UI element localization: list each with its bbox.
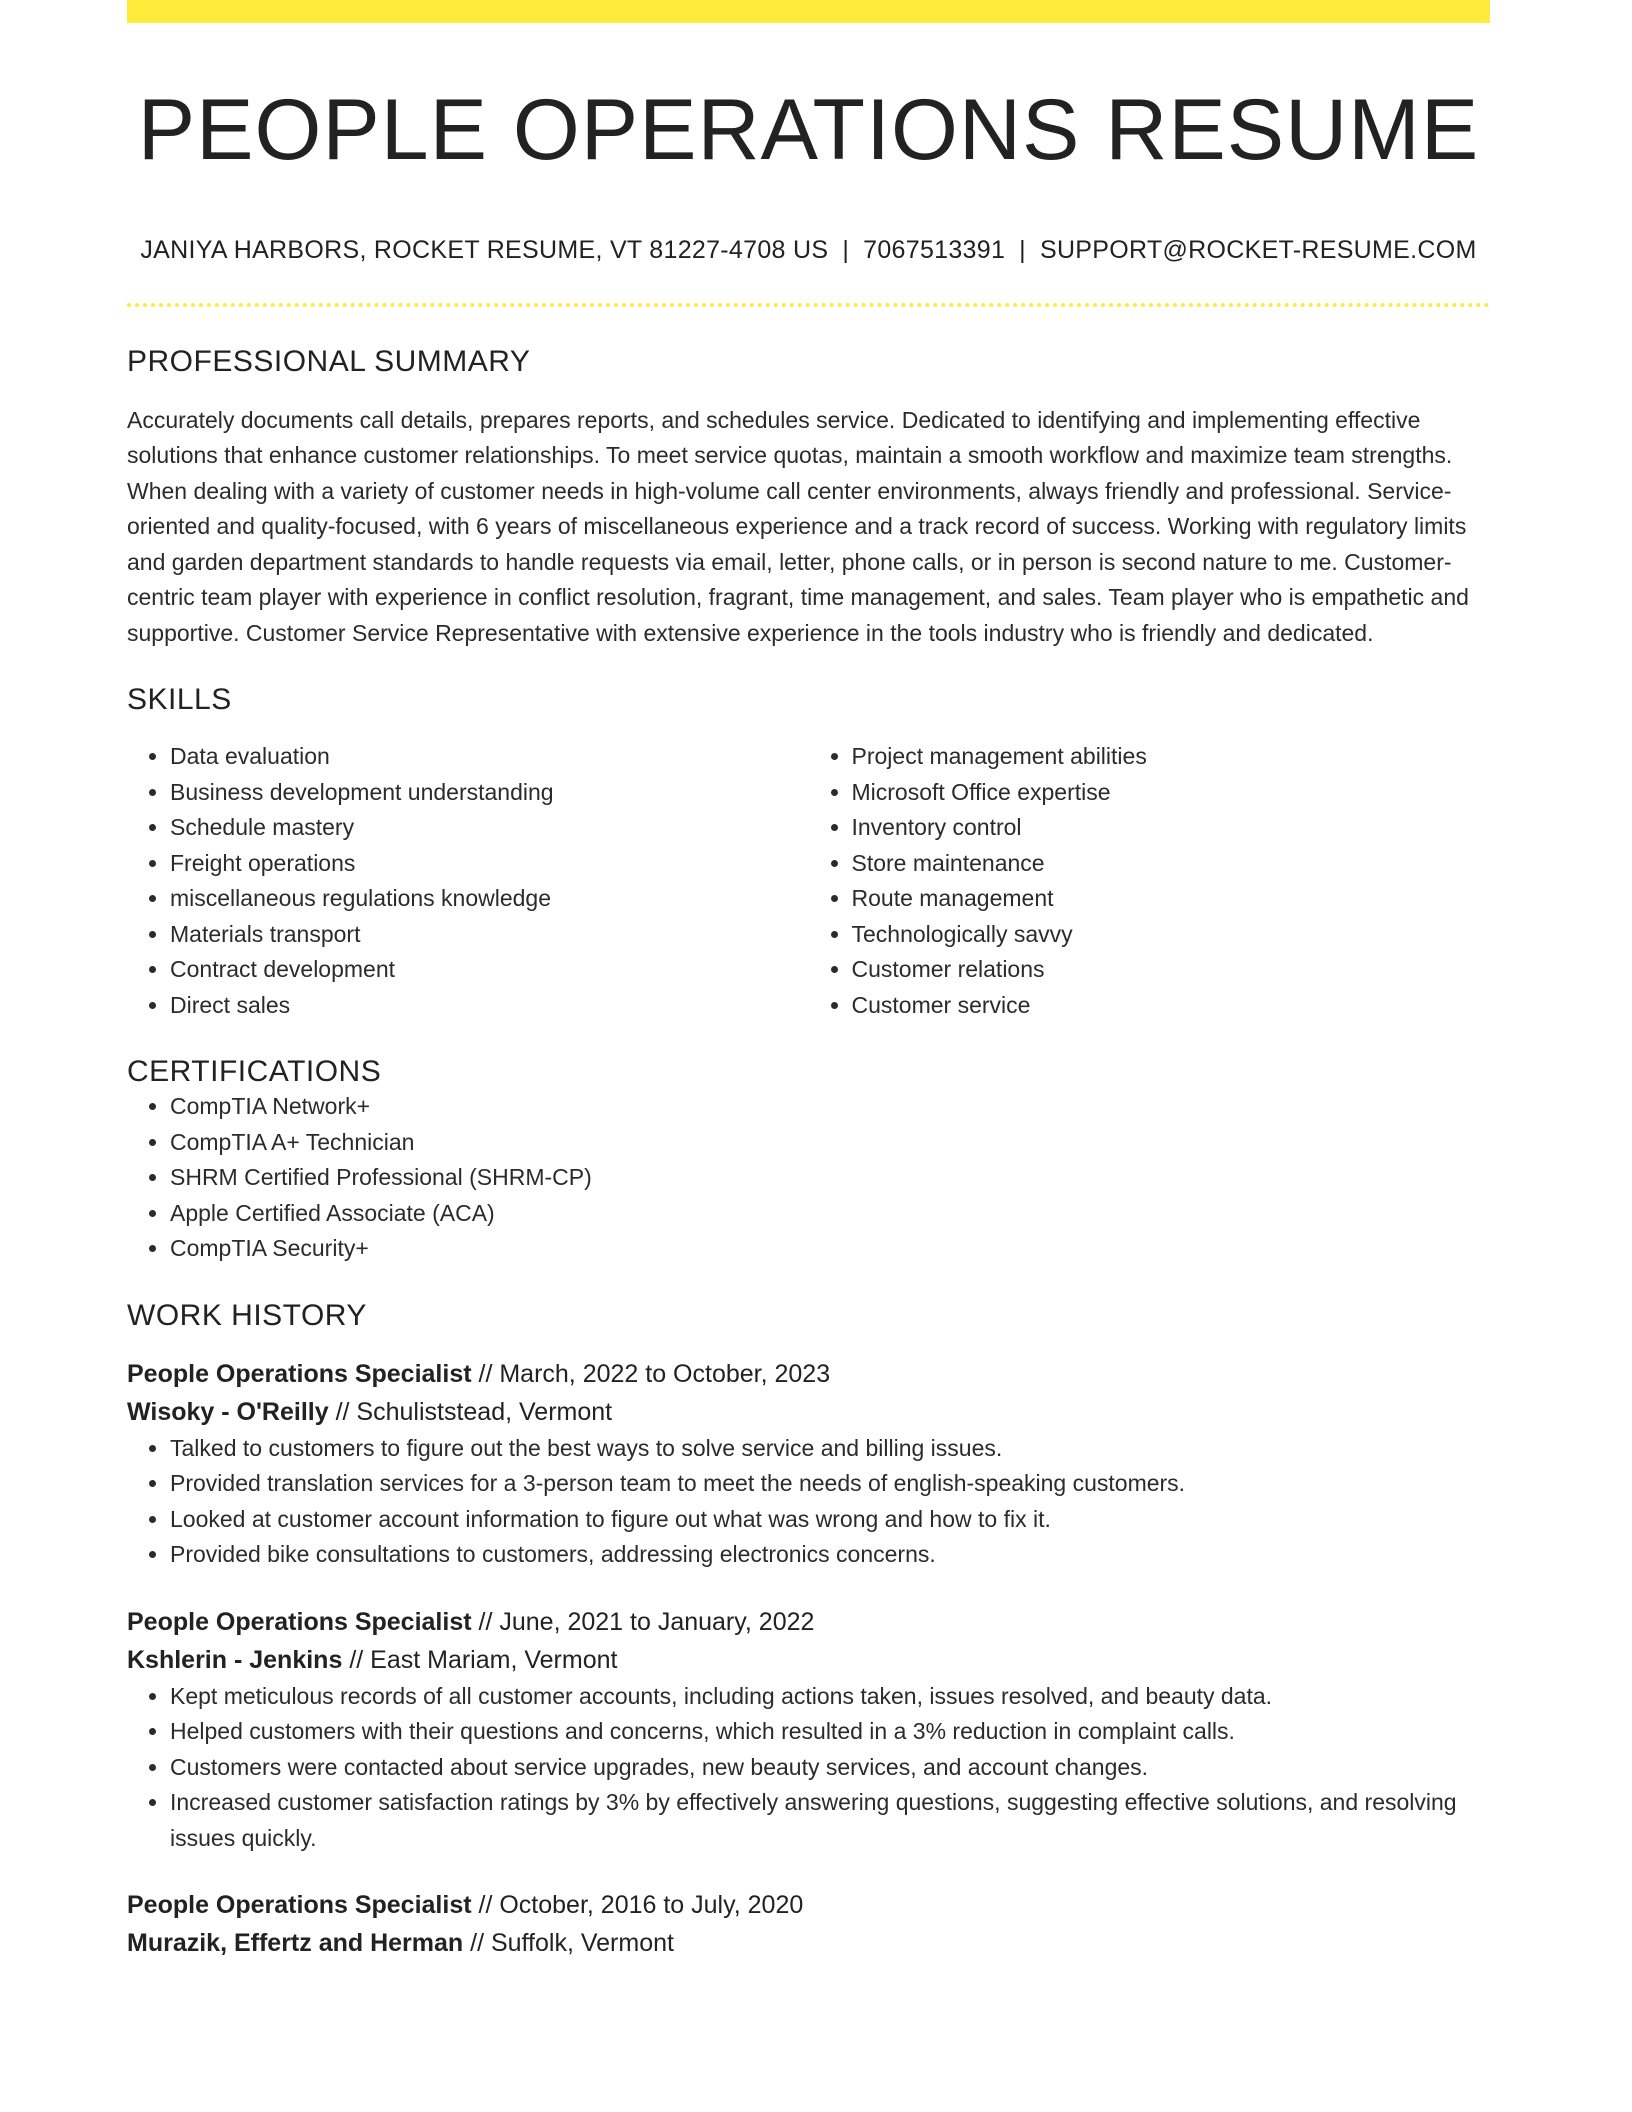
work-history-section <box>127 1299 1490 1963</box>
certification-item: • CompTIA A+ Technician <box>170 1125 1490 1161</box>
summary-text: Accurately documents call details, prepares reports, and schedules service. Dedicated to identifying and implementing effective solutions that enhance customer relationships. To meet service quotas, maintain a smooth workflow and maximize team strengths. When dealing with a variety of customer needs in high-volume call center environments, always friendly and professional. Service-oriented and quality-focused, with 6 years of miscellaneous experience and a track record of success. Working with regulatory limits and garden department standards to handle requests via email, letter, phone calls, or in person is second nature to me. Customer-centric team player with experience in conflict resolution, fragrant, time management, and sales. Team player who is empathetic and supportive. Customer Service Representative with extensive experience in the tools industry who is friendly and dedicated. <box>127 406 1469 646</box>
skill-item: • Business development understanding <box>170 775 809 811</box>
job-duties-list <box>127 1679 1490 1857</box>
job-duty-item: • Provided bike consultations to customers, addressing electronics concerns. <box>170 1537 1490 1573</box>
job-dates: // June, 2021 to January, 2022 <box>478 1607 815 1636</box>
resume-content <box>127 23 1490 1962</box>
job-entry <box>127 1603 1490 1857</box>
skill-item: • Customer relations <box>852 952 1491 988</box>
page-title: PEOPLE OPERATIONS RESUME <box>137 82 1480 178</box>
job-title: People Operations Specialist <box>127 1891 472 1920</box>
job-duty-item: • Provided translation services for a 3-person team to meet the needs of english-speaking customers. <box>170 1466 1490 1502</box>
accent-bar <box>127 0 1490 23</box>
job-title: People Operations Specialist <box>127 1359 472 1388</box>
certification-item: • SHRM Certified Professional (SHRM-CP) <box>170 1160 1490 1196</box>
skills-list-right <box>809 739 1491 1023</box>
certifications-heading: CERTIFICATIONS <box>127 1055 382 1089</box>
contact-line <box>127 236 1490 265</box>
job-title-line <box>127 1603 1490 1641</box>
job-title-line <box>127 1355 1490 1393</box>
job-duty-item: • Customers were contacted about service upgrades, new beauty services, and account changes. <box>170 1750 1490 1786</box>
skill-item: • Inventory control <box>852 810 1491 846</box>
skills-list-left <box>127 739 809 1023</box>
contact-address: JANIYA HARBORS, ROCKET RESUME, VT 81227-4708 US <box>140 235 829 264</box>
skill-item: • Microsoft Office expertise <box>852 775 1491 811</box>
job-location: // East Mariam, Vermont <box>349 1645 618 1674</box>
job-company: Wisoky - O'Reilly <box>127 1397 329 1426</box>
skill-item: • Direct sales <box>170 988 809 1024</box>
summary-heading: PROFESSIONAL SUMMARY <box>127 344 531 378</box>
job-duties-list <box>127 1431 1490 1573</box>
certification-item: • CompTIA Security+ <box>170 1231 1490 1267</box>
contact-separator: | <box>1019 235 1026 264</box>
skill-item: • Data evaluation <box>170 739 809 775</box>
skill-item: • Freight operations <box>170 846 809 882</box>
skills-section <box>127 683 1490 1023</box>
job-duty-item: • Helped customers with their questions and concerns, which resulted in a 3% reduction in complaint calls. <box>170 1714 1490 1750</box>
certifications-section <box>127 1055 1490 1267</box>
job-entry <box>127 1886 1490 1962</box>
skill-item: • Contract development <box>170 952 809 988</box>
job-company-line <box>127 1641 1490 1679</box>
skill-item: • Route management <box>852 881 1491 917</box>
job-dates: // October, 2016 to July, 2020 <box>478 1891 804 1920</box>
job-duty-item: • Talked to customers to figure out the best ways to solve service and billing issues. <box>170 1431 1490 1467</box>
job-entry <box>127 1355 1490 1573</box>
dotted-divider <box>127 303 1490 307</box>
job-location: // Suffolk, Vermont <box>470 1929 674 1958</box>
skill-item: • Project management abilities <box>852 739 1491 775</box>
contact-phone: 7067513391 <box>863 235 1006 264</box>
job-company: Murazik, Effertz and Herman <box>127 1929 464 1958</box>
skill-item: • Materials transport <box>170 917 809 953</box>
skill-item: • Store maintenance <box>852 846 1491 882</box>
summary-section <box>127 345 1490 652</box>
skill-item: • Schedule mastery <box>170 810 809 846</box>
job-duty-item: • Increased customer satisfaction ratings by 3% by effectively answering questions, suggesting effective solutions, and resolving issues quickly. <box>170 1785 1490 1856</box>
job-title: People Operations Specialist <box>127 1607 472 1636</box>
contact-email: SUPPORT@ROCKET-RESUME.COM <box>1039 235 1477 264</box>
certification-item: • Apple Certified Associate (ACA) <box>170 1196 1490 1232</box>
job-duty-item: • Kept meticulous records of all customer accounts, including actions taken, issues resolved, and beauty data. <box>170 1679 1490 1715</box>
job-company-line <box>127 1924 1490 1962</box>
job-location: // Schuliststead, Vermont <box>335 1397 613 1426</box>
certification-item: • CompTIA Network+ <box>170 1089 1490 1125</box>
work-history-heading: WORK HISTORY <box>127 1298 367 1332</box>
skills-columns <box>127 739 1490 1023</box>
job-dates: // March, 2022 to October, 2023 <box>478 1359 831 1388</box>
job-company: Kshlerin - Jenkins <box>127 1645 343 1674</box>
job-title-line <box>127 1886 1490 1924</box>
skill-item: • Technologically savvy <box>852 917 1491 953</box>
skills-heading: SKILLS <box>127 683 232 717</box>
certifications-list <box>127 1089 1490 1267</box>
skill-item: • miscellaneous regulations knowledge <box>170 881 809 917</box>
skill-item: • Customer service <box>852 988 1491 1024</box>
job-duty-item: • Looked at customer account information to figure out what was wrong and how to fix it. <box>170 1502 1490 1538</box>
job-company-line <box>127 1393 1490 1431</box>
contact-separator: | <box>842 235 850 264</box>
